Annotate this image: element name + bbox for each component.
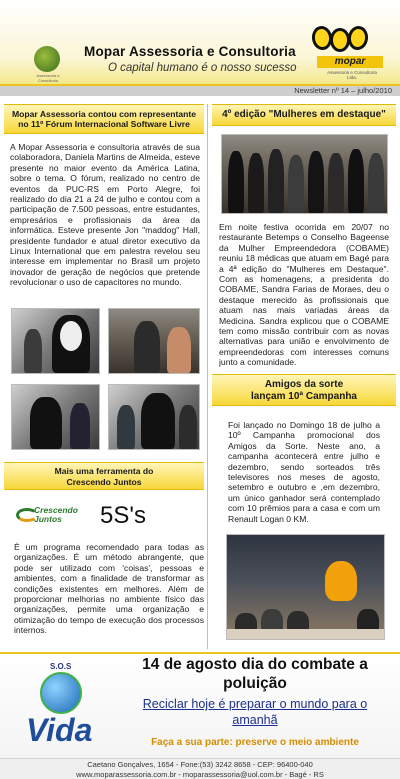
mulheres-article-body: Em noite festiva ocorrida em 20/07 no restaurante Betemps o Conselho Bageense da Mulher Empreendedora (COBAME) reuniu 18 médicas que atuam em Bagé para a 4ª edição do "Mulheres em Destaque". Com as homenagens, a presidenta do COBAME, Sandra Farias de Moraes, deu o destaque merecido às profissionais que atuam nas mais variadas áreas da Medicina. Sandra explicou que o COBAME tem como missão contribuir com as novas alternativas para união e envolvimento de empreendedoras com interesses comuns junto a comunidade.	[219, 222, 389, 367]
sorte-article-body: Foi lançado no Domingo 18 de julho a 10º Campanha promocional dos Amigos da Sorte. Neste ano, a campanha acontecerá entre julho e dezembro, sendo sorteados três televisores nos meses de agosto, setembro e outubro e ,em dezembro, um único ganhador será contemplado com 10 prêmios para a casa e com um Renault Logan 0 KM.	[228, 420, 380, 524]
sorte-event-photo	[226, 534, 385, 640]
5s-article-title: Mais uma ferramenta do Crescendo Juntos	[4, 462, 204, 490]
footer-address	[0, 758, 400, 779]
address-line: Caetano Gonçalves, 1654 - Fone:(53) 3242 8658 - CEP: 96400-040	[87, 760, 313, 769]
5s-label: 5S's	[100, 502, 146, 529]
contact-line[interactable]: www.moparassessoria.com.br - moparassessoria@uol.com.br - Bagé - RS	[76, 769, 324, 779]
issue-label: Newsletter nº 14 – julho/2010	[294, 86, 392, 95]
crescendo-juntos-logo	[16, 500, 94, 528]
crescendo-logo-text: Crescendo Juntos	[34, 505, 78, 524]
company-logo-caption: Assessoria e Consultoria	[36, 73, 60, 83]
globe-icon	[40, 672, 82, 714]
issue-bar	[0, 86, 400, 96]
newsletter-slogan: O capital humano é o nosso sucesso	[108, 62, 297, 74]
mascot-icon	[325, 561, 357, 601]
sos-label: S.O.S	[50, 662, 72, 671]
forum-photo-2	[108, 308, 200, 374]
forum-article-title: Mopar Assessoria contou com representante no 11º Fórum Internacional Software Livre	[4, 104, 204, 134]
campaign-call-to-action: Faça a sua parte: preserve o meio ambiente	[151, 737, 359, 748]
forum-photo-4	[108, 384, 200, 450]
qoq-brand-icon	[312, 26, 370, 54]
forum-photo-1	[11, 308, 100, 374]
sos-vida-logo	[16, 660, 111, 752]
forum-article-body: A Mopar Assessoria e consultoria através de sua colaboradora, Daniela Martins de Almeida, esteve presente no maior evento da América Latina, sobre o tema. O fórum, realizado no centro de eventos da PUC-RS em Porto Alegre, foi realizado do dia 21 a 24 de julho e contou com a participação de 7.500 pessoas, entre estudantes, empresários e profissionais da área da informática. Esteve presente Jon "maddog" Hall, presidente fundador e atual diretor executivo da Linux International que em palestra revelou seu interesse em implementar no Brasil um projeto inovador de geração de negócios que pretende revolucionar o uso de capacitores no mundo.	[10, 142, 200, 288]
campaign-subtitle: Reciclar hoje é preparar o mundo para o amanhã	[142, 697, 368, 727]
campaign-title: 14 de agosto dia do combate a poluição	[142, 656, 368, 692]
5s-article-body: É um programa recomendado para todas as organizações. É um método abrangente, que pode ser utilizado com 'coisas', pessoas e ambientes, com a finalidade de transformar as condições existentes em melhores. Além de proporcionar melhorias no ambiente físico das organizações, permite uma organização e otimização do tempo de execução dos processos internos.	[14, 542, 204, 636]
sorte-article-title: Amigos da sorte lançam 10ª Campanha	[212, 374, 396, 406]
mopar-brand-sub: Assessoria e Consultoria Ltda.	[327, 70, 377, 80]
forum-photo-3	[11, 384, 100, 450]
column-divider	[207, 104, 208, 649]
company-logo-icon	[34, 46, 60, 72]
mulheres-article-title: 4º edição "Mulheres em destaque"	[212, 104, 396, 126]
newsletter-header	[0, 0, 400, 86]
mopar-brand-mark: mopar	[317, 56, 383, 68]
newsletter-title: Mopar Assessoria e Consultoria	[84, 44, 296, 59]
mulheres-group-photo	[221, 134, 388, 214]
vida-label: Vida	[26, 712, 93, 748]
